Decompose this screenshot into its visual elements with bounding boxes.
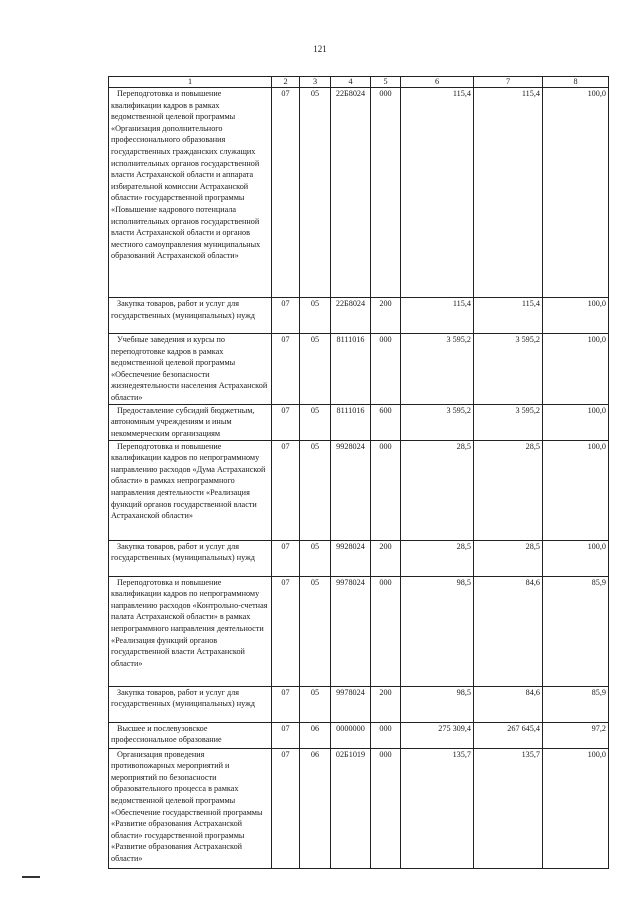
row-vr: 200 [371, 540, 401, 576]
col-header-2: 2 [272, 77, 300, 88]
row-rz: 07 [272, 686, 300, 722]
row-fact: 28,5 [474, 440, 543, 540]
row-fact: 3 595,2 [474, 334, 543, 405]
row-csr: 8111016 [331, 334, 371, 405]
row-plan: 115,4 [401, 298, 474, 334]
row-pr: 05 [300, 88, 331, 298]
row-pr: 06 [300, 722, 331, 748]
col-header-4: 4 [331, 77, 371, 88]
row-pr: 05 [300, 686, 331, 722]
row-plan: 115,4 [401, 88, 474, 298]
row-vr: 000 [371, 440, 401, 540]
row-name: Учебные заведения и курсы по переподготовке кадров в рамках ведомственной целевой программы «Обеспечение безопасности жизнедеятельности населения Астраханской области» [109, 334, 272, 405]
row-name: Организация проведения противопожарных мероприятий и мероприятий по безопасности образовательного процесса в рамках ведомственной целевой программы «Обеспечение государственной программы «Развитие образования Астраханской области» государственной программы «Развитие образования Астраханской области» [109, 748, 272, 868]
row-pct: 100,0 [543, 298, 609, 334]
row-pct: 85,9 [543, 686, 609, 722]
row-csr: 8111016 [331, 404, 371, 440]
row-plan: 275 309,4 [401, 722, 474, 748]
table-row [109, 334, 609, 405]
page-number: 121 [313, 44, 327, 54]
row-csr: 22Б8024 [331, 298, 371, 334]
row-name: Переподготовка и повышение квалификации кадров по непрограммному направлению расходов «Контрольно-счетная палата Астраханской области» в рамках непрограммного направления деятельности «Реализация функций органов государственной власти Астраханской области» [109, 576, 272, 686]
row-pr: 06 [300, 748, 331, 868]
row-fact: 267 645,4 [474, 722, 543, 748]
table-row [109, 440, 609, 540]
row-pct: 100,0 [543, 88, 609, 298]
col-header-7: 7 [474, 77, 543, 88]
row-csr: 9928024 [331, 440, 371, 540]
margin-mark [22, 876, 40, 878]
row-plan: 98,5 [401, 576, 474, 686]
row-csr: 9928024 [331, 540, 371, 576]
row-fact: 84,6 [474, 686, 543, 722]
row-plan: 3 595,2 [401, 334, 474, 405]
row-plan: 135,7 [401, 748, 474, 868]
col-header-3: 3 [300, 77, 331, 88]
row-name: Переподготовка и повышение квалификации кадров в рамках ведомственной целевой программы «Организация дополнительного профессионального образования государственных гражданских служащих исполнительных органов государственной власти Астраханской области и аппарата избирательной комиссии Астраханской области» государственной программы «Повышение кадрового потенциала исполнительных органов государственной власти Астраханской области и органов местного самоуправления муниципальных образований Астраханской области» [109, 88, 272, 298]
table-row [109, 686, 609, 722]
row-name: Закупка товаров, работ и услуг для государственных (муниципальных) нужд [109, 540, 272, 576]
row-vr: 000 [371, 576, 401, 686]
row-rz: 07 [272, 88, 300, 298]
row-rz: 07 [272, 722, 300, 748]
row-rz: 07 [272, 540, 300, 576]
row-vr: 200 [371, 298, 401, 334]
header-row [109, 77, 609, 88]
row-rz: 07 [272, 576, 300, 686]
row-rz: 07 [272, 440, 300, 540]
table-row [109, 88, 609, 298]
row-fact: 84,6 [474, 576, 543, 686]
col-header-5: 5 [371, 77, 401, 88]
row-pr: 05 [300, 576, 331, 686]
row-pr: 05 [300, 334, 331, 405]
row-name: Закупка товаров, работ и услуг для государственных (муниципальных) нужд [109, 298, 272, 334]
row-name: Закупка товаров, работ и услуг для государственных (муниципальных) нужд [109, 686, 272, 722]
row-vr: 000 [371, 748, 401, 868]
row-vr: 000 [371, 334, 401, 405]
row-fact: 115,4 [474, 88, 543, 298]
row-pct: 97,2 [543, 722, 609, 748]
table-row [109, 722, 609, 748]
col-header-8: 8 [543, 77, 609, 88]
row-plan: 98,5 [401, 686, 474, 722]
row-vr: 000 [371, 722, 401, 748]
table-row [109, 404, 609, 440]
row-fact: 115,4 [474, 298, 543, 334]
row-csr: 02Б1019 [331, 748, 371, 868]
row-name: Переподготовка и повышение квалификации кадров по непрограммному направлению расходов «Дума Астраханской области» в рамках непрограммного направления деятельности «Реализация функций органов государственной власти Астраханской области» [109, 440, 272, 540]
row-rz: 07 [272, 334, 300, 405]
row-vr: 000 [371, 88, 401, 298]
col-header-6: 6 [401, 77, 474, 88]
row-pct: 100,0 [543, 540, 609, 576]
row-pr: 05 [300, 298, 331, 334]
row-plan: 28,5 [401, 540, 474, 576]
col-header-1: 1 [109, 77, 272, 88]
table-row [109, 748, 609, 868]
row-rz: 07 [272, 404, 300, 440]
row-pct: 100,0 [543, 440, 609, 540]
row-csr: 22Б8024 [331, 88, 371, 298]
row-csr: 0000000 [331, 722, 371, 748]
budget-table [108, 76, 609, 869]
table-row [109, 298, 609, 334]
row-csr: 9978024 [331, 576, 371, 686]
row-pr: 05 [300, 404, 331, 440]
row-pr: 05 [300, 540, 331, 576]
row-pct: 100,0 [543, 404, 609, 440]
row-fact: 28,5 [474, 540, 543, 576]
row-rz: 07 [272, 298, 300, 334]
row-name: Предоставление субсидий бюджетным, автономным учреждениям и иным некоммерческим организациям [109, 404, 272, 440]
row-plan: 3 595,2 [401, 404, 474, 440]
row-pct: 85,9 [543, 576, 609, 686]
row-vr: 200 [371, 686, 401, 722]
row-plan: 28,5 [401, 440, 474, 540]
row-pr: 05 [300, 440, 331, 540]
row-csr: 9978024 [331, 686, 371, 722]
row-rz: 07 [272, 748, 300, 868]
row-pct: 100,0 [543, 748, 609, 868]
row-pct: 100,0 [543, 334, 609, 405]
table-row [109, 576, 609, 686]
row-name: Высшее и послевузовское профессиональное образование [109, 722, 272, 748]
table-row [109, 540, 609, 576]
row-fact: 135,7 [474, 748, 543, 868]
row-fact: 3 595,2 [474, 404, 543, 440]
row-vr: 600 [371, 404, 401, 440]
